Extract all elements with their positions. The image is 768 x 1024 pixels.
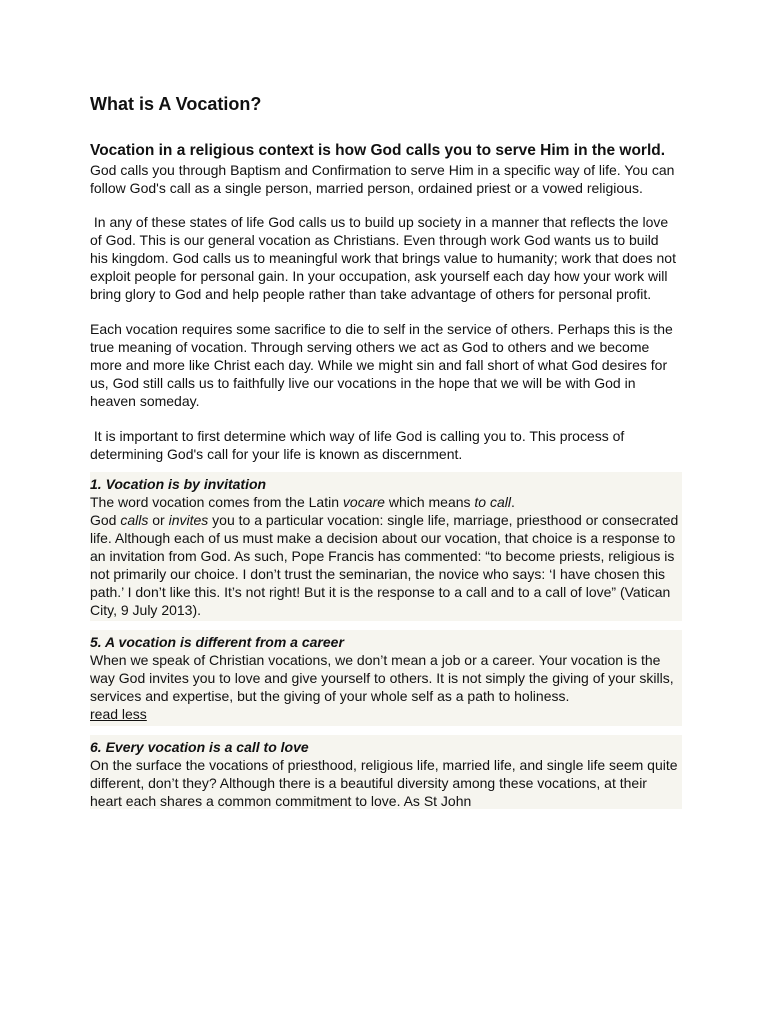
page-title: What is A Vocation? bbox=[90, 94, 262, 114]
section-heading: 5. A vocation is different from a career bbox=[90, 634, 344, 650]
section-text: When we speak of Christian vocations, we don’t mean a job or a career. Your vocation is the way God invites you to love and give yourself to others. It is not simply the giving of your skills, services and expertise, but the giving of your whole self as a path to holiness. bbox=[90, 652, 674, 704]
paragraph-states-of-life: In any of these states of life God calls us to build up society in a manner that reflects the love of God. This is our general vocation as Christians. Even through work God wants us to build his kingdom. God calls us to meaningful work that brings value to humanity; work that does not exploit people for personal gain. In your occupation, ask yourself each day how your work will bring glory to God and help people rather than take advantage of others for personal profit. bbox=[90, 214, 680, 302]
paragraph-discernment: It is important to first determine which way of life God is calling you to. This process of determining God's call for your life is known as discernment. bbox=[90, 428, 629, 462]
section-invitation bbox=[90, 472, 682, 621]
paragraph-baptism: God calls you through Baptism and Confirmation to serve Him in a specific way of life. You can follow God's call as a single person, married person, ordained priest or a vowed religious. bbox=[90, 162, 675, 196]
section-heading: 1. Vocation is by invitation bbox=[90, 476, 267, 492]
section-text: On the surface the vocations of priesthood, religious life, married life, and single life seem quite different, don’t they? Although there is a beautiful diversity among these vocations, at their heart each shares a common commitment to love. As St John bbox=[90, 757, 678, 809]
page-subtitle: Vocation in a religious context is how God calls you to serve Him in the world. bbox=[90, 142, 666, 159]
section-heading: 6. Every vocation is a call to love bbox=[90, 739, 309, 755]
section-love bbox=[90, 735, 682, 809]
document-page bbox=[90, 92, 680, 809]
paragraph-sacrifice: Each vocation requires some sacrifice to die to self in the service of others. Perhaps this is the true meaning of vocation. Through serving others we act as God to others and we become more and more like Christ each day. While we might sin and fall short of what God desires for us, God still calls us to faithfully live our vocations in the hope that we will be with God in heaven someday. bbox=[90, 321, 673, 409]
section-career bbox=[90, 630, 682, 726]
read-less-link[interactable]: read less bbox=[90, 706, 147, 722]
section-text: The word vocation comes from the Latin vocare which means to call. God calls or invites you to a particular vocation: single life, marriage, priesthood or consecrated life. Although each of us must make a decision about our vocation, that choice is a response to an invitation from God. As such, Pope Francis has commented: “to become priests, religious is not primarily our choice. I don’t trust the seminarian, the novice who says: ‘I have chosen this path.’ I don’t like this. It’s not right! But it is the response to a call and to a call of love” (Vatican City, 9 July 2013). bbox=[90, 494, 679, 618]
